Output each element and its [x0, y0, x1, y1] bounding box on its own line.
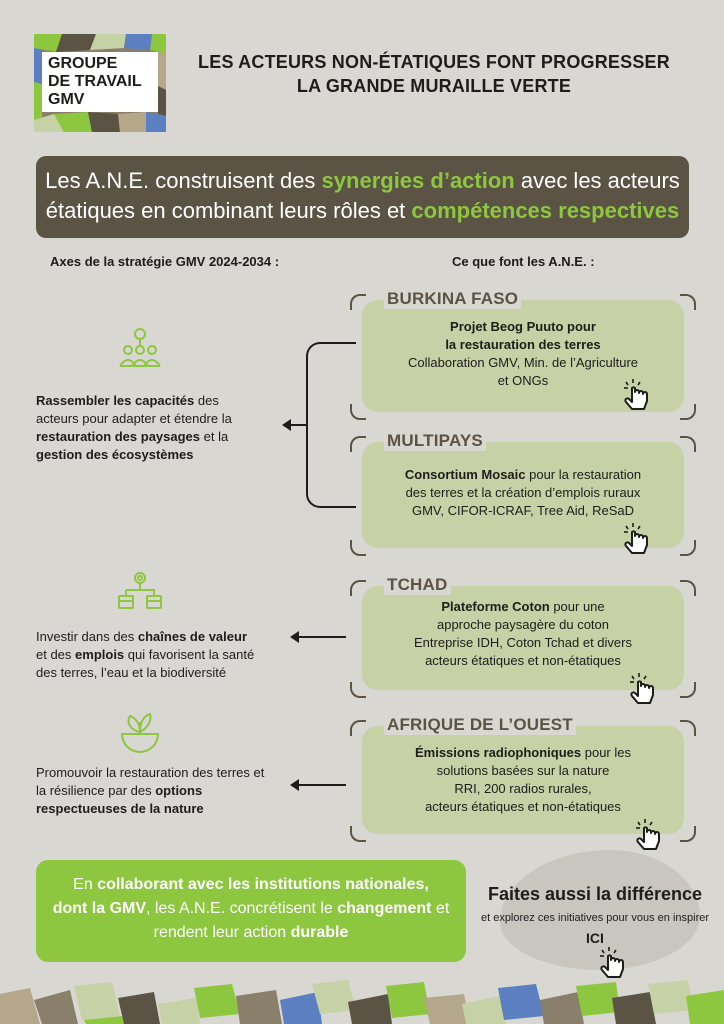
axis-1-line-1 [36, 392, 276, 410]
banner-highlight-1: synergies d’action [321, 168, 515, 193]
card-3-corner-bl [350, 682, 366, 698]
axis-2-text-1: Investir dans des [36, 629, 138, 644]
value-chain-icon [116, 568, 164, 616]
card-3-bold-1: Plateforme Coton [441, 599, 550, 614]
title-line-2: LA GRANDE MURAILLE VERTE [296, 76, 572, 96]
gmv-logo [34, 34, 166, 132]
banner-text-1: Les A.N.E. construisent des [45, 168, 322, 193]
card-2-line-1 [362, 466, 684, 484]
card-2-corner-tr [680, 436, 696, 452]
conclusion-line-2 [36, 897, 466, 921]
card-3-line-1 [362, 598, 684, 616]
banner-highlight-2: compétences respectives [411, 198, 680, 223]
card-4-line-2: solutions basées sur la nature [436, 763, 610, 778]
card-4-label: AFRIQUE DE L’OUEST [384, 715, 576, 735]
axis-3-bold-2: respectueuses de la nature [36, 801, 204, 816]
conclusion-bold-1: collaborant avec les institutions nationales, [97, 876, 429, 893]
arrow-axis-2 [298, 636, 346, 638]
banner-line-2 [36, 196, 689, 226]
card-3-corner-br [680, 682, 696, 698]
card-2-line-2: des terres et la création d’emplois ruraux [405, 485, 641, 500]
conclusion-text-1: En [73, 876, 98, 893]
intro-banner [36, 156, 689, 238]
cta-subtitle: et explorez ces initiatives pour vous en inspirer [480, 912, 710, 924]
card-3-line-3: Entreprise IDH, Coton Tchad et divers [414, 635, 632, 650]
card-1-corner-br [680, 404, 696, 420]
axis-2-line-1 [36, 628, 276, 646]
card-1-label: BURKINA FASO [384, 289, 521, 309]
axis-1-bold-2: restauration des paysages [36, 429, 201, 444]
card-1-line-1 [362, 318, 684, 336]
axis-1-bold-1: Rassembler les capacités [36, 393, 195, 408]
card-2-label: MULTIPAYS [384, 431, 486, 451]
conclusion-text-2: , les A.N.E. concrétisent le [146, 900, 338, 917]
conclusion-bold-3: changement [337, 900, 432, 917]
axis-2-bold-2: emplois [75, 647, 125, 662]
hand-pointer-icon[interactable] [632, 816, 666, 850]
cta-link-ici[interactable]: ICI [586, 930, 604, 946]
logo-line-3: GMV [48, 91, 85, 108]
axis-2-text-3: qui favorisent la santé [124, 647, 255, 662]
axis-1-line-3 [36, 428, 276, 446]
hand-pointer-icon[interactable] [620, 520, 654, 554]
card-3-line-4: acteurs étatiques et non-étatiques [425, 653, 621, 668]
axis-2-text-2: et des [36, 647, 76, 662]
card-2-corner-br [680, 540, 696, 556]
card-3-text-1: pour une [549, 599, 605, 614]
leaf-bowl-icon [116, 710, 164, 758]
axis-2-line-3: des terres, l’eau et la biodiversité [36, 665, 227, 680]
card-4-line-3: RRI, 200 radios rurales, [454, 781, 592, 796]
conclusion-box [36, 860, 466, 962]
card-2-text-1: pour la restauration [525, 467, 642, 482]
axis-1-line-2: acteurs pour adapter et étendre la [36, 411, 232, 426]
card-1-line-2 [362, 336, 684, 354]
banner-text-2: avec les acteurs [514, 168, 680, 193]
card-3-line-2: approche paysagère du coton [436, 617, 609, 632]
axis-3-bold-1: options [155, 783, 203, 798]
arrow-axis-1 [290, 424, 306, 426]
card-4-bold-1: Émissions radiophoniques [414, 745, 582, 760]
people-network-icon [116, 326, 164, 374]
hand-pointer-icon[interactable] [596, 944, 630, 978]
axis-3-line-3 [36, 800, 276, 818]
card-2-line-3: GMV, CIFOR-ICRAF, Tree Aid, ReSaD [411, 503, 635, 518]
hand-pointer-icon[interactable] [626, 670, 660, 704]
conclusion-line-1 [36, 873, 466, 897]
card-4-line-1 [362, 744, 684, 762]
logo-line-2: DE TRAVAIL [48, 73, 142, 90]
card-4-corner-br [680, 826, 696, 842]
conclusion-bold-4: durable [290, 924, 349, 941]
title-line-1: LES ACTEURS NON-ÉTATIQUES FONT PROGRESSER [198, 52, 670, 72]
conclusion-text-4: rendent leur action [153, 924, 291, 941]
axis-1-text-3: et la [200, 429, 229, 444]
card-4-text-1: pour les [581, 745, 631, 760]
card-4-line-4: acteurs étatiques et non-étatiques [425, 799, 621, 814]
card-2-bold-1: Consortium Mosaic [404, 467, 526, 482]
cta-title: Faites aussi la différence [487, 884, 703, 904]
axis-2-text [36, 628, 276, 682]
axis-3-line-2 [36, 782, 276, 800]
card-1-corner-tr [680, 294, 696, 310]
card-4-corner-bl [350, 826, 366, 842]
axis-3-text-2: la résilience par des [36, 783, 156, 798]
card-1-line-4: et ONGs [497, 373, 549, 388]
footer-mosaic [0, 980, 724, 1024]
card-1-bold-1: Projet Beog Puuto pour [450, 319, 596, 334]
card-1-line-3: Collaboration GMV, Min. de l’Agriculture [407, 355, 638, 370]
card-3-label: TCHAD [384, 575, 451, 595]
card-3-corner-tr [680, 580, 696, 596]
logo-line-1: GROUPE [48, 55, 118, 72]
hand-pointer-icon[interactable] [620, 376, 654, 410]
card-4-corner-tr [680, 720, 696, 736]
banner-line-1 [36, 166, 689, 196]
logo-text [42, 52, 158, 112]
banner-text-3: étatiques en combinant leurs rôles et [45, 198, 412, 223]
axis-3-text [36, 764, 276, 818]
axes-heading: Axes de la stratégie GMV 2024-2034 : [50, 254, 280, 269]
conclusion-bold-2: dont la GMV [52, 900, 147, 917]
bracket-connector [306, 342, 356, 508]
conclusion-line-3 [36, 921, 466, 945]
axis-2-line-2 [36, 646, 276, 664]
card-2-corner-bl [350, 540, 366, 556]
axis-2-bold-1: chaînes de valeur [137, 629, 248, 644]
axis-1-text [36, 392, 276, 464]
axis-1-text-1: des [194, 393, 219, 408]
conclusion-text-3: et [431, 900, 450, 917]
page-title [196, 50, 672, 98]
axis-1-line-4 [36, 446, 276, 464]
axis-1-bold-3: gestion des écosystèmes [36, 447, 194, 462]
card-1-bold-2: la restauration des terres [445, 337, 601, 352]
axis-3-line-1: Promouvoir la restauration des terres et [36, 765, 265, 780]
arrow-axis-3 [298, 784, 346, 786]
ane-heading: Ce que font les A.N.E. : [452, 254, 595, 269]
